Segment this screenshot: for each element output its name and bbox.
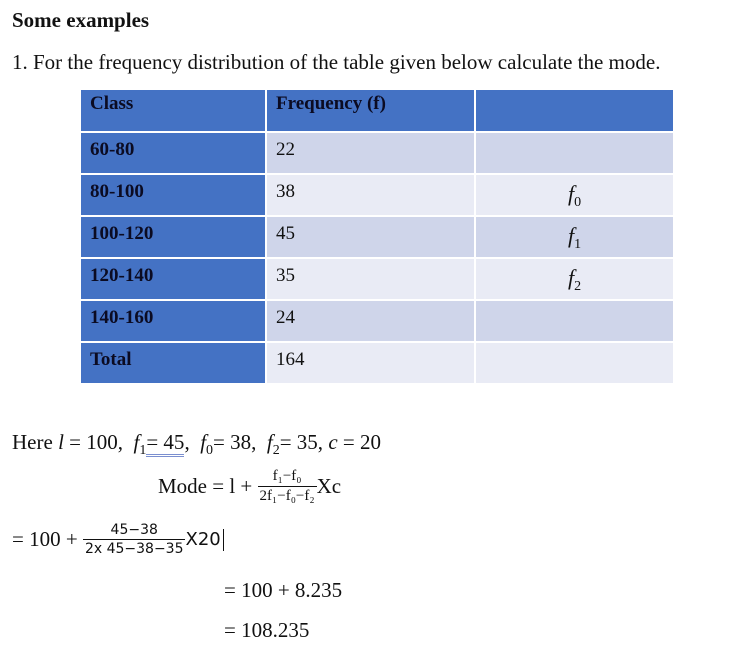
formula-tail: Xc bbox=[316, 474, 342, 498]
marker-f2: $f_2$ bbox=[567, 265, 582, 294]
class-cell: Total bbox=[80, 342, 266, 384]
class-cell: 140-160 bbox=[80, 300, 266, 342]
text-cursor bbox=[223, 529, 224, 551]
table-row bbox=[80, 216, 674, 258]
substitution-lhs: = 100 + bbox=[12, 527, 78, 551]
frequency-cell: 22 bbox=[266, 132, 475, 174]
formula-fraction bbox=[258, 468, 317, 505]
header-class: Class bbox=[80, 89, 266, 132]
result-step-2: = 108.235 bbox=[224, 618, 310, 642]
formula-numerator: f₁−f₀ bbox=[258, 468, 317, 487]
table-row bbox=[80, 258, 674, 300]
table-header-row bbox=[80, 89, 674, 132]
substitution-fraction bbox=[83, 522, 186, 557]
frequency-cell: 35 bbox=[266, 258, 475, 300]
sub-f2: 2 bbox=[272, 443, 280, 458]
class-cell: 120-140 bbox=[80, 258, 266, 300]
marker-f1: $f_1$ bbox=[567, 223, 582, 252]
substitution-numerator: 45−38 bbox=[83, 522, 186, 540]
symbol-l: l bbox=[58, 430, 64, 454]
mode-formula bbox=[158, 468, 341, 505]
marker-f0: $f_0$ bbox=[567, 181, 582, 210]
formula-lhs: Mode = l + bbox=[158, 474, 253, 498]
value-l: = 100, bbox=[63, 430, 123, 454]
symbol-c: c bbox=[328, 430, 338, 454]
symbol-f1: f bbox=[133, 430, 140, 454]
marker-cell bbox=[475, 342, 674, 384]
table-row bbox=[80, 174, 674, 216]
value-f1: = 45 bbox=[146, 430, 184, 457]
frequency-table bbox=[79, 88, 675, 385]
sub-f1: 1 bbox=[139, 443, 147, 458]
value-f2: = 35, bbox=[279, 430, 324, 454]
table-row bbox=[80, 132, 674, 174]
class-cell: 60-80 bbox=[80, 132, 266, 174]
substitution-line bbox=[12, 522, 224, 557]
given-values-line: Here l = 100, $f_1= 45$, $f_0= 38$, $f_2= 35$, c = 20 bbox=[12, 430, 381, 458]
frequency-cell: 45 bbox=[266, 216, 475, 258]
substitution-tail: X20 bbox=[185, 529, 221, 550]
header-marker bbox=[475, 89, 674, 132]
section-heading: Some examples bbox=[12, 8, 150, 32]
header-frequency: Frequency (f) bbox=[266, 89, 475, 132]
marker-cell bbox=[475, 132, 674, 174]
value-f0: = 38, bbox=[213, 430, 257, 454]
table-row-total bbox=[80, 342, 674, 384]
formula-denominator: 2f₁−f₀−f₂ bbox=[259, 488, 315, 504]
marker-cell bbox=[475, 174, 674, 216]
given-intro: Here bbox=[12, 430, 53, 454]
sub-f0: 0 bbox=[206, 443, 214, 458]
table-row bbox=[80, 300, 674, 342]
marker-cell bbox=[475, 300, 674, 342]
substitution-denominator: 2x 45−38−35 bbox=[84, 541, 184, 557]
class-cell: 100-120 bbox=[80, 216, 266, 258]
result-step-1: = 100 + 8.235 bbox=[224, 578, 343, 602]
frequency-cell: 38 bbox=[266, 174, 475, 216]
value-c: = 20 bbox=[337, 430, 381, 454]
symbol-f0: f bbox=[200, 430, 207, 454]
frequency-cell: 24 bbox=[266, 300, 475, 342]
marker-cell bbox=[475, 216, 674, 258]
question-text: 1. For the frequency distribution of the table given below calculate the mode. bbox=[12, 50, 661, 74]
frequency-cell: 164 bbox=[266, 342, 475, 384]
marker-cell bbox=[475, 258, 674, 300]
symbol-f2: f bbox=[266, 430, 273, 454]
class-cell: 80-100 bbox=[80, 174, 266, 216]
